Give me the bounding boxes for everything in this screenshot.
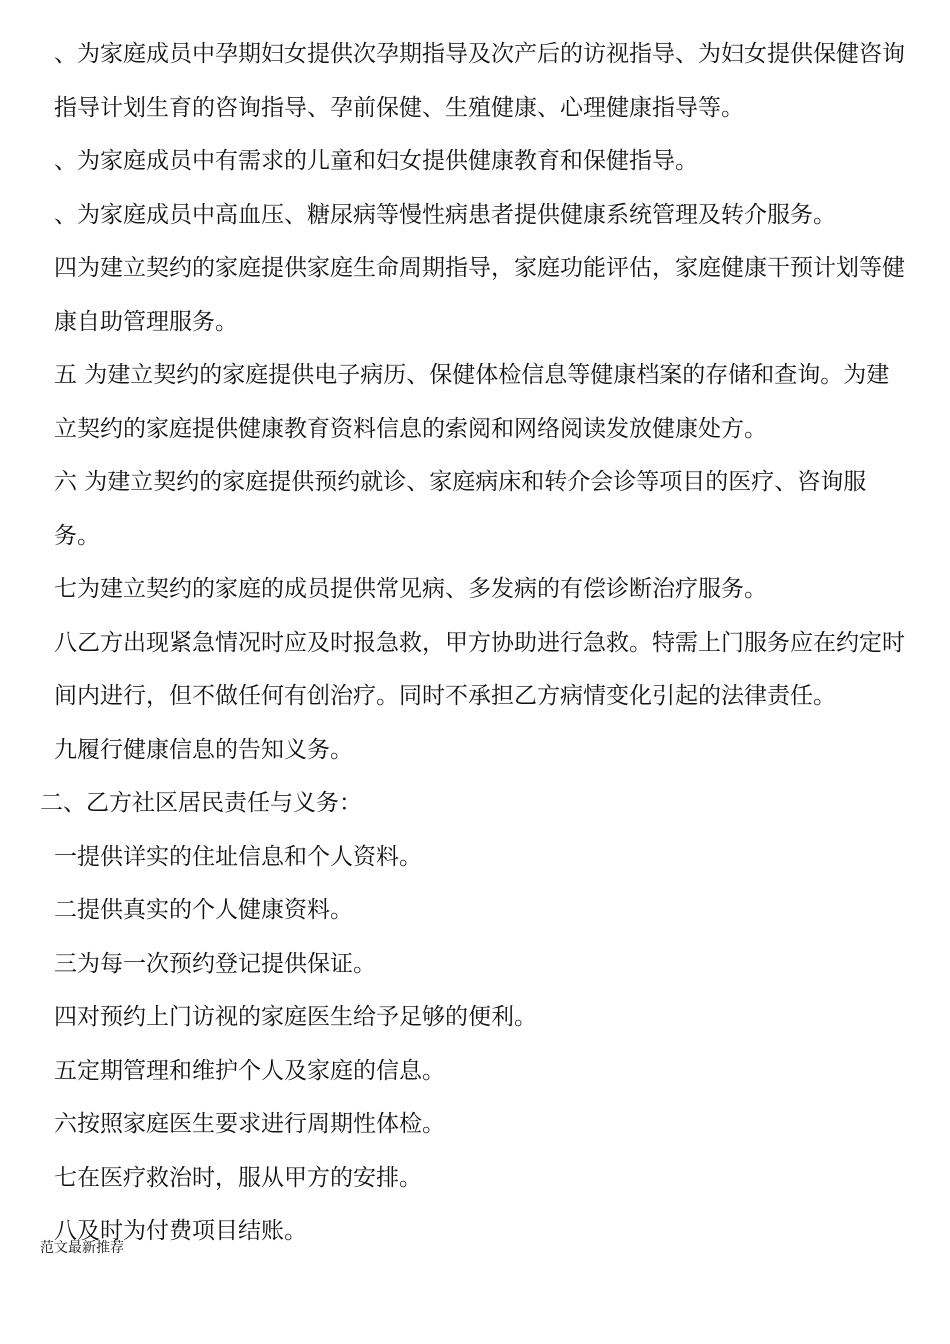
paragraph-item-9: 九履行健康信息的告知义务。	[54, 736, 353, 763]
paragraph-child-women-education: 、为家庭成员中有需求的儿童和妇女提供健康教育和保健指导。	[54, 148, 698, 174]
paragraph-b-item-7: 七在医疗救治时，服从甲方的安排。	[54, 1164, 422, 1191]
paragraph-item-4: 四为建立契约的家庭提供家庭生命周期指导，家庭功能评估，家庭健康干预计划等健康自助管理服务。	[54, 255, 905, 335]
paragraph-b-item-1: 一提供详实的住址信息和个人资料。	[54, 843, 422, 870]
paragraph-b-item-8: 八及时为付费项目结账。	[54, 1218, 307, 1244]
paragraph-b-item-6: 六按照家庭医生要求进行周期性体检。	[54, 1111, 445, 1137]
paragraph-b-item-5: 五定期管理和维护个人及家庭的信息。	[54, 1057, 445, 1084]
paragraph-maternal-care: 、为家庭成员中孕期妇女提供次孕期指导及次产后的访视指导、为妇女提供保健咨询指导计划生育的咨询指导、孕前保健、生殖健康、心理健康指导等。	[54, 41, 905, 121]
section-heading-party-b: 二、乙方社区居民责任与义务：	[40, 790, 362, 816]
paragraph-b-item-4: 四对预约上门访视的家庭医生给予足够的便利。	[54, 1004, 537, 1030]
paragraph-item-5: 五 为建立契约的家庭提供电子病历、保健体检信息等健康档案的存储和查询。为建立契约的家庭提供健康教育资料信息的索阅和网络阅读发放健康处方。	[54, 362, 890, 442]
paragraph-item-6: 六 为建立契约的家庭提供预约就诊、家庭病床和转介会诊等项目的医疗、咨询服务。	[54, 469, 867, 549]
document-body	[40, 28, 910, 1259]
paragraph-item-8: 八乙方出现紧急情况时应及时报急救，甲方协助进行急救。特需上门服务应在约定时间内进行，但不做任何有创治疗。同时不承担乙方病情变化引起的法律责任。	[54, 629, 905, 709]
page-footer: 范文最新推荐	[40, 1240, 124, 1256]
paragraph-chronic-disease: 、为家庭成员中高血压、糖尿病等慢性病患者提供健康系统管理及转介服务。	[54, 201, 836, 228]
paragraph-b-item-2: 二提供真实的个人健康资料。	[54, 897, 353, 923]
paragraph-b-item-3: 三为每一次预约登记提供保证。	[54, 950, 376, 977]
paragraph-item-7: 七为建立契约的家庭的成员提供常见病、多发病的有偿诊断治疗服务。	[54, 576, 767, 602]
